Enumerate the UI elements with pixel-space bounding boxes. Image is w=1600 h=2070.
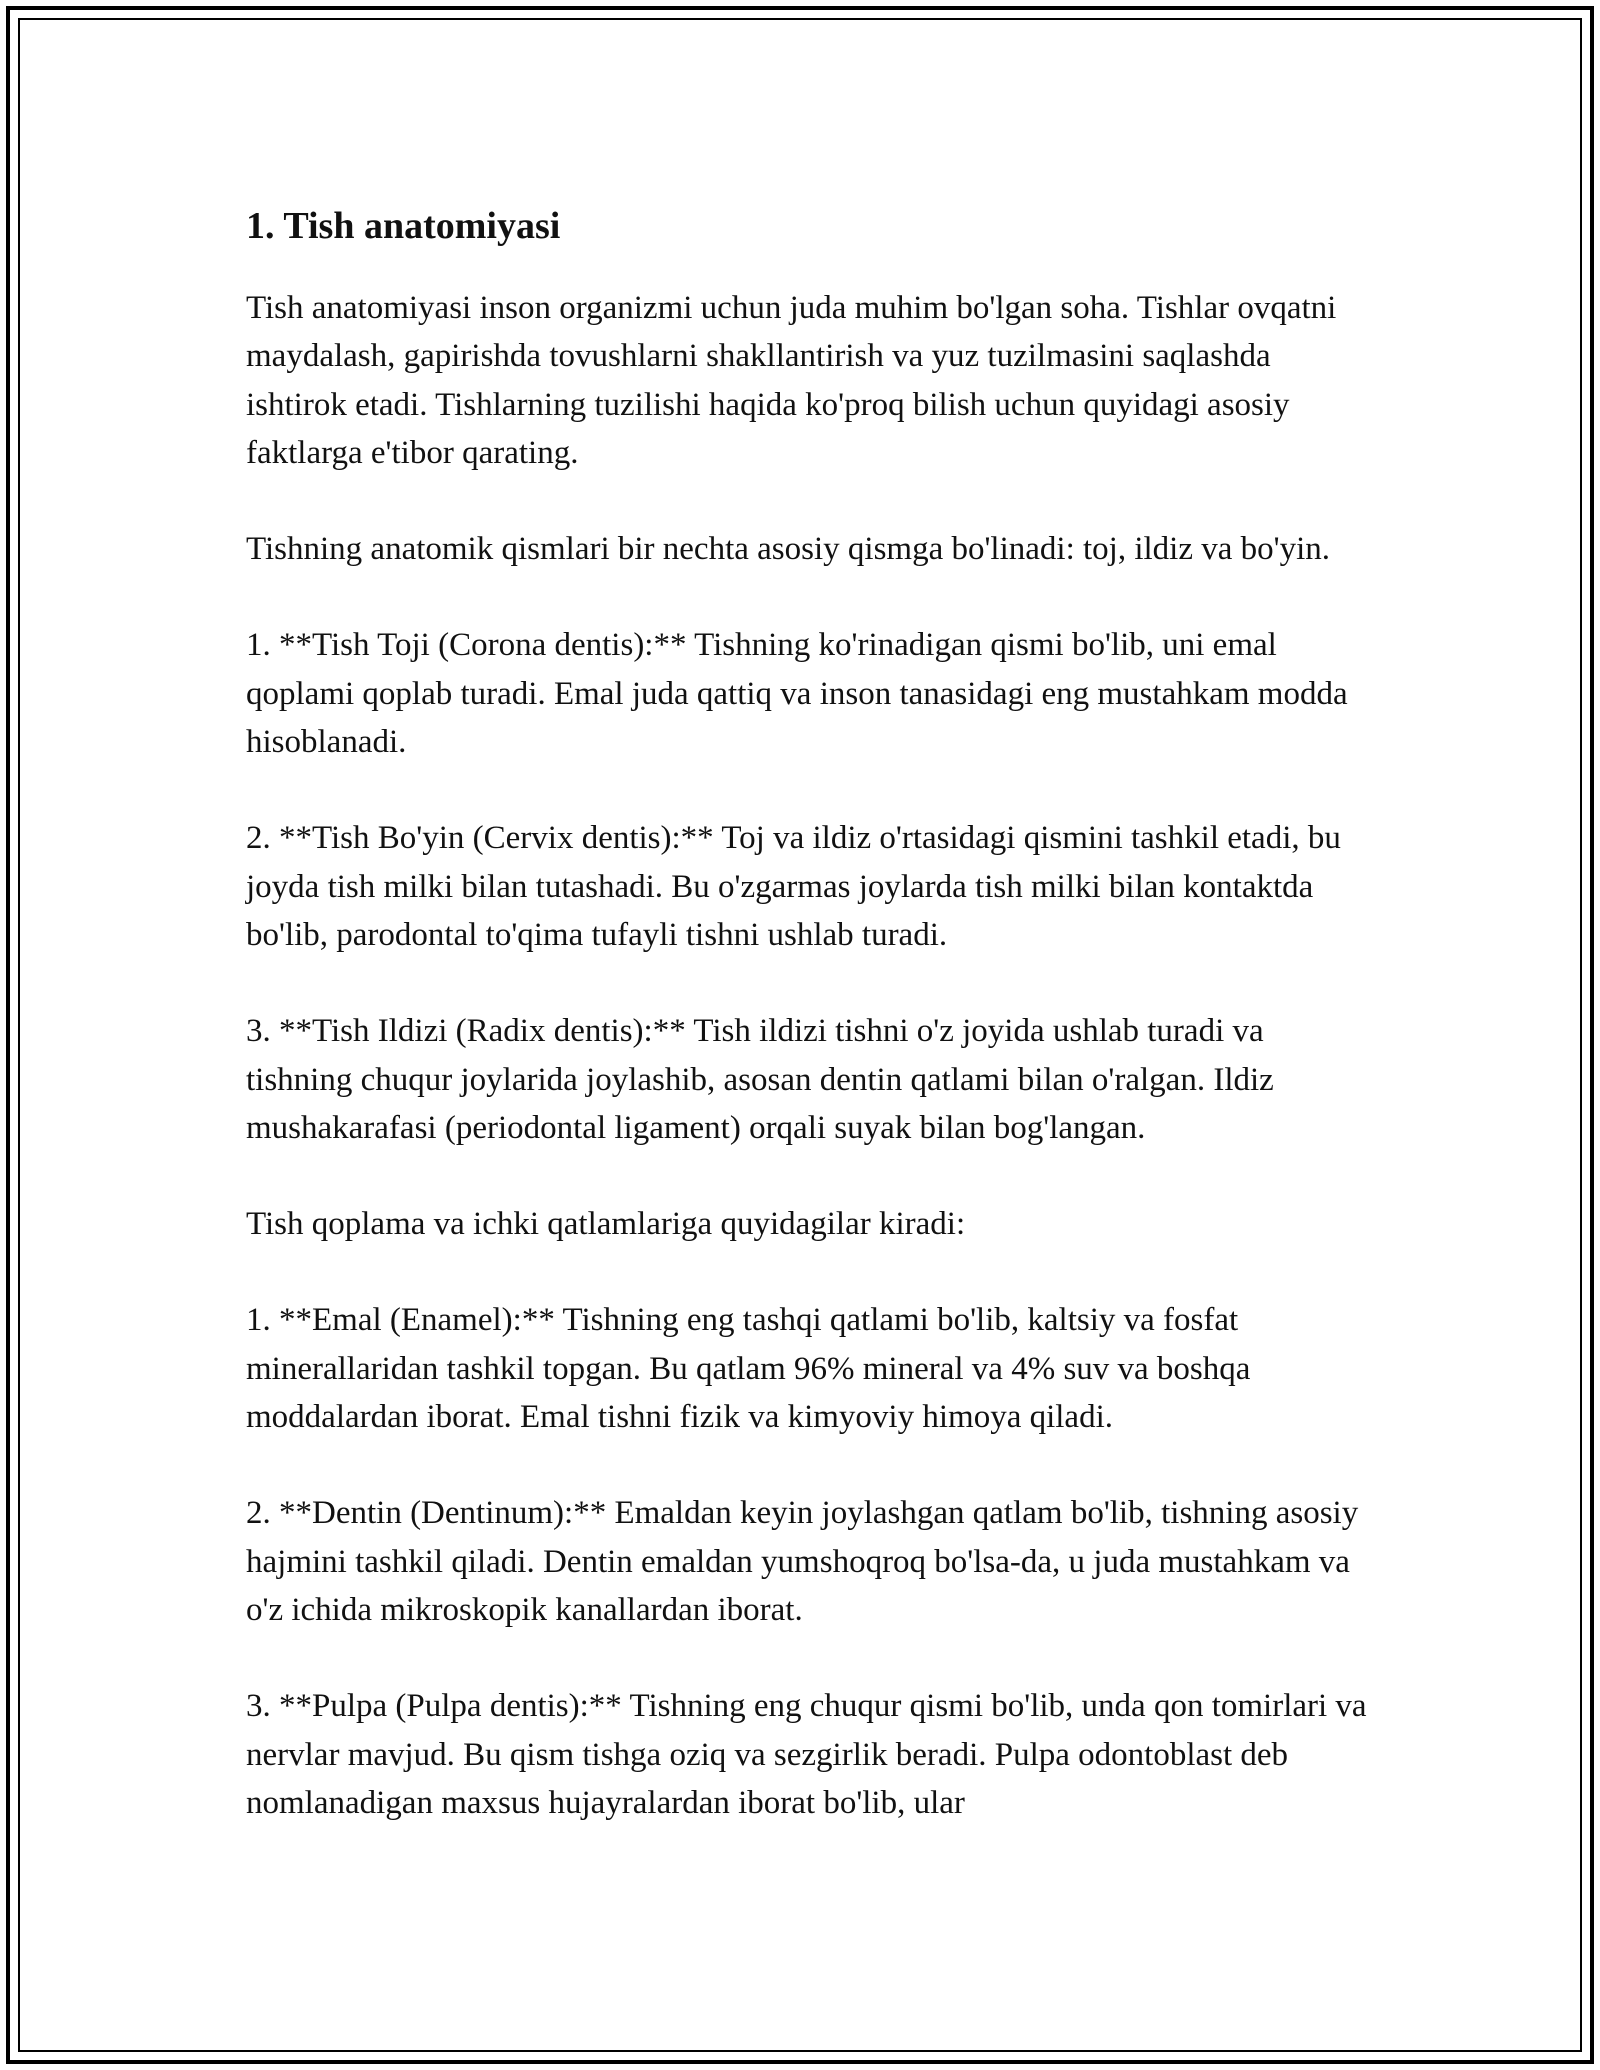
paragraph-intro: Tish anatomiyasi inson organizmi uchun juda muhim bo'lgan soha. Tishlar ovqatni maydalash, gapirishda tovushlarni shakllantirish va yuz tuzilmasini saqlashda ishtirok etadi. Tishlarning tuzilishi haqida ko'proq bilish uchun quyidagi asosiy faktlarga e'tibor qarating. [246, 290, 1337, 471]
document-body [246, 198, 1376, 1827]
section-heading: 1. Tish anatomiyasi [246, 205, 561, 247]
paragraph-crown: 1. **Tish Toji (Corona dentis):** Tishning ko'rinadigan qismi bo'lib, uni emal qoplami qoplab turadi. Emal juda qattiq va inson tanasidagi eng mustahkam modda hisoblanadi. [246, 627, 1348, 761]
paragraph-enamel: 1. **Emal (Enamel):** Tishning eng tashqi qatlami bo'lib, kaltsiy va fosfat minerallaridan tashkil topgan. Bu qatlam 96% mineral va 4% suv va boshqa moddalardan iborat. Emal tishni fizik va kimyoviy himoya qiladi. [246, 1302, 1251, 1436]
paragraph-root: 3. **Tish Ildizi (Radix dentis):** Tish ildizi tishni o'z joyida ushlab turadi va tishning chuqur joylarida joylashib, asosan dentin qatlami bilan o'ralgan. Ildiz mushakarafasi (periodontal ligament) orqali suyak bilan bog'langan. [246, 1013, 1274, 1146]
page-frame [6, 6, 1594, 2064]
paragraph-dentin: 2. **Dentin (Dentinum):** Emaldan keyin joylashgan qatlam bo'lib, tishning asosiy hajmini tashkil qiladi. Dentin emaldan yumshoqroq bo'lsa-da, u juda mustahkam va o'z ichida mikroskopik kanallardan iborat. [246, 1495, 1359, 1628]
paragraph-layers-overview: Tish qoplama va ichki qatlamlariga quyidagilar kiradi: [246, 1206, 966, 1243]
paragraph-pulp: 3. **Pulpa (Pulpa dentis):** Tishning eng chuqur qismi bo'lib, unda qon tomirlari va nervlar mavjud. Bu qism tishga oziq va sezgirlik beradi. Pulpa odontoblast deb nomlanadigan maxsus hujayralardan iborat bo'lib, ular [246, 1688, 1367, 1821]
paragraph-neck: 2. **Tish Bo'yin (Cervix dentis):** Toj va ildiz o'rtasidagi qismini tashkil etadi, bu joyda tish milki bilan tutashadi. Bu o'zgarmas joylarda tish milki bilan kontaktda bo'lib, parodontal to'qima tufayli tishni ushlab turadi. [246, 820, 1341, 953]
paragraph-parts-overview: Tishning anatomik qismlari bir nechta asosiy qismga bo'linadi: toj, ildiz va bo'yin. [246, 531, 1330, 568]
